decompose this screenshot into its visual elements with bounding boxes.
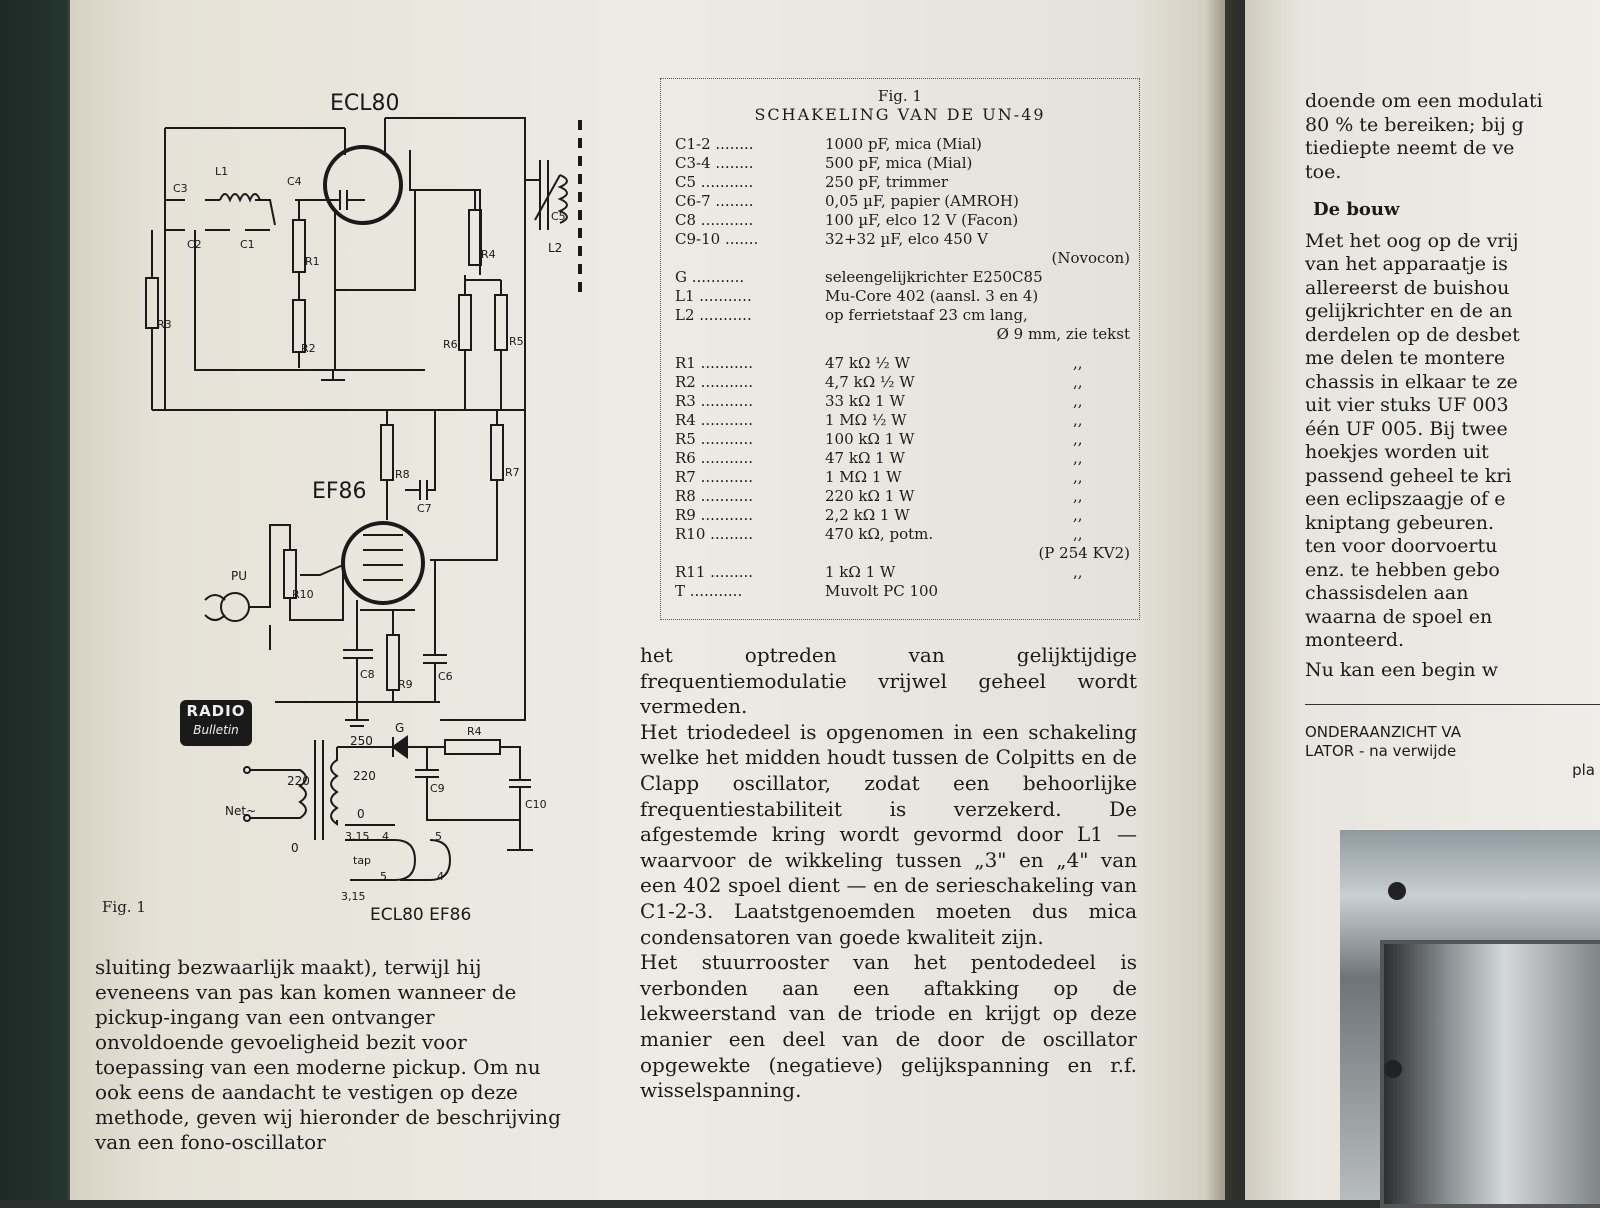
part-description: 0,05 µF, papier (AMROH) (825, 192, 1019, 210)
part-description: 2,2 kΩ 1 W (825, 506, 910, 524)
text-line: derdelen op de desbet (1305, 323, 1520, 346)
parts-row (675, 306, 1130, 325)
text-line: waarna de spoel en (1305, 605, 1493, 628)
ditto-mark: ,, (1073, 468, 1083, 486)
part-description: Ø 9 mm, zie tekst (996, 325, 1130, 343)
right-last-line: Nu kan een begin w (1305, 658, 1498, 681)
parts-row (675, 449, 1130, 468)
label-r7: R7 (505, 466, 520, 479)
text-line: ten voor doorvoertu (1305, 535, 1498, 557)
ditto-mark: ,, (1073, 563, 1083, 581)
part-id: R5 ........... (675, 430, 754, 448)
part-description: 1000 pF, mica (Mial) (825, 135, 982, 153)
label-tap: tap (353, 854, 372, 867)
part-id: C8 ........... (675, 211, 754, 229)
label-0-pri: 0 (291, 841, 299, 855)
part-id: R3 ........... (675, 392, 754, 410)
parts-row (675, 268, 1130, 287)
label-c4: C4 (287, 175, 302, 188)
part-description: 47 kΩ 1 W (825, 449, 905, 467)
parts-row (675, 325, 1130, 344)
part-description: op ferrietstaaf 23 cm lang, (825, 306, 1028, 324)
parts-row (675, 354, 1130, 373)
heater-label: ECL80 EF86 (370, 905, 472, 925)
parts-gap (675, 344, 1130, 354)
ditto-mark: ,, (1073, 506, 1083, 524)
chassis-hole (1388, 882, 1406, 900)
label-c7: C7 (417, 502, 432, 515)
page-gutter (1205, 0, 1245, 1200)
part-id: G ........... (675, 268, 745, 286)
label-250: 250 (350, 734, 373, 748)
label-315-bottom: 3,15 (341, 890, 366, 903)
parts-row (675, 487, 1130, 506)
parts-row (675, 468, 1130, 487)
part-description: (Novocon) (1051, 249, 1130, 267)
label-c5: C5 (551, 210, 566, 223)
text-line: doende om een modulati (1305, 90, 1543, 112)
parts-row (675, 287, 1130, 306)
figure-caption: Fig. 1 (102, 898, 146, 916)
part-description: 4,7 kΩ ½ W (825, 373, 915, 391)
parts-row (675, 373, 1130, 392)
parts-row (675, 192, 1130, 211)
text-column-left: sluiting bezwaarlijk maakt), terwijl hij eveneens van pas kan komen wanneer de pickup-ingang van een ontvanger onvoldoende gevoeligheid bezit voor toepassing van een moderne pickup. Om nu ook eens de aandacht te vestigen op deze methode, geven wij hieronder de beschrijving van een fono-oscillator (95, 955, 561, 1154)
label-c9: C9 (430, 782, 445, 795)
ditto-mark: ,, (1073, 354, 1083, 372)
text-line: enz. te hebben gebo (1305, 558, 1500, 581)
chassis-hole (1384, 1060, 1402, 1078)
part-id: L1 ........... (675, 287, 752, 305)
part-id: R7 ........... (675, 468, 754, 486)
label-c10: C10 (525, 798, 547, 811)
part-id: R1 ........... (675, 354, 754, 372)
text-line: passend geheel te kri (1305, 464, 1512, 487)
part-description: 33 kΩ 1 W (825, 392, 905, 410)
chassis-photo (1340, 830, 1600, 1200)
parts-row (675, 392, 1130, 411)
label-g: G (395, 721, 405, 735)
part-description: seleengelijkrichter E250C85 (825, 268, 1043, 286)
parts-row (675, 563, 1130, 582)
text-line: van het apparaatje is (1305, 253, 1508, 275)
label-c1: C1 (240, 238, 255, 251)
parts-title: SCHAKELING VAN DE UN-49 (754, 105, 1046, 124)
circuit-schematic (95, 80, 625, 960)
part-id: C9-10 ....... (675, 230, 759, 248)
label-0-sec: 0 (357, 807, 365, 821)
label-r5: R5 (509, 335, 524, 348)
parts-row (675, 430, 1130, 449)
ditto-mark: ,, (1073, 487, 1083, 505)
part-description: Mu-Core 402 (aansl. 3 en 4) (825, 287, 1039, 305)
part-description: 470 kΩ, potm. (825, 525, 934, 543)
ditto-mark: ,, (1073, 411, 1083, 429)
parts-rows (675, 135, 1130, 601)
text-column-middle (640, 643, 1137, 1104)
label-r2: R2 (301, 342, 316, 355)
part-id: R10 ......... (675, 525, 754, 543)
parts-row (675, 544, 1130, 563)
text-line: chassisdelen aan (1305, 582, 1469, 604)
photo-caption-line-2: LATOR - na verwijde (1305, 742, 1457, 760)
ditto-mark: ,, (1073, 373, 1083, 391)
part-id: R4 ........... (675, 411, 754, 429)
label-r6: R6 (443, 338, 458, 351)
text-line: Met het oog op de vrij (1305, 229, 1519, 252)
text-line: kniptang gebeuren. (1305, 511, 1495, 534)
text-line: chassis in elkaar te ze (1305, 370, 1518, 393)
part-id: R6 ........... (675, 449, 754, 467)
part-description: 47 kΩ ½ W (825, 354, 910, 372)
parts-row (675, 211, 1130, 230)
label-c6: C6 (438, 670, 453, 683)
chassis-photo-inner (1380, 940, 1600, 1208)
label-220-sec: 220 (353, 769, 376, 783)
label-315-top: 3,15 (345, 830, 370, 843)
parts-row (675, 173, 1130, 192)
part-description: 32+32 µF, elco 450 V (825, 230, 988, 248)
part-id: R9 ........... (675, 506, 754, 524)
ditto-mark: ,, (1073, 525, 1083, 543)
part-id: L2 ........... (675, 306, 752, 324)
part-id: C1-2 ........ (675, 135, 754, 153)
parts-row (675, 506, 1130, 525)
label-r8: R8 (395, 468, 410, 481)
parts-row (675, 582, 1130, 601)
tube-label-ecl80: ECL80 (330, 91, 400, 116)
text-column-right (1305, 90, 1600, 780)
text-line: één UF 005. Bij twee (1305, 417, 1508, 440)
parts-row (675, 249, 1130, 268)
photo-caption-line-3: pla (1572, 761, 1595, 779)
tube-label-ef86: EF86 (312, 479, 367, 504)
text-line: hoekjes worden uit (1305, 441, 1489, 463)
ditto-mark: ,, (1073, 449, 1083, 467)
label-r4-supply: R4 (467, 725, 482, 738)
label-r4: R4 (481, 248, 496, 261)
label-l1: L1 (215, 165, 229, 178)
label-l2: L2 (548, 241, 563, 255)
paragraph: het optreden van gelijktijdige frequentiemodulatie vrijwel geheel wordt vermeden. (640, 643, 1137, 719)
part-description: 1 kΩ 1 W (825, 563, 896, 581)
ditto-mark: ,, (1073, 430, 1083, 448)
part-id: R8 ........... (675, 487, 754, 505)
parts-list-box (660, 78, 1140, 620)
text-line: een eclipszaagje of e (1305, 488, 1506, 510)
label-4a: 4 (382, 830, 389, 843)
text-line: allereerst de buishou (1305, 276, 1510, 299)
part-id: R11 ......... (675, 563, 754, 581)
part-description: Muvolt PC 100 (825, 582, 939, 600)
paragraph: Het triodedeel is opgenomen in een schakeling welke het midden houdt tussen de Colpitts en de Clapp oscillator, zodat een behoorlijke frequentiestabiliteit is verzekerd. De afgestemde kring wordt gevormd door L1 — waarvoor de wikkeling tussen „3" en „4" van een 402 spoel dient — en de serieschakeling van C1-2-3. Laatstgenoemden moeten dus mica condensatoren van goede kwaliteit zijn. (640, 719, 1137, 949)
parts-row (675, 135, 1130, 154)
part-description: 100 µF, elco 12 V (Facon) (825, 211, 1019, 229)
text-line: 80 % te bereiken; bij g (1305, 113, 1524, 136)
label-5a: 5 (435, 830, 442, 843)
label-5b: 5 (380, 870, 387, 883)
parts-row (675, 525, 1130, 544)
label-220-pri: 220 (287, 774, 310, 788)
part-description: 1 MΩ ½ W (825, 411, 907, 429)
label-pu: PU (231, 569, 248, 583)
parts-row (675, 230, 1130, 249)
right-paragraph-b (1305, 230, 1600, 653)
schematic-drawing (95, 80, 625, 960)
part-id: C5 ........... (675, 173, 754, 191)
label-c2: C2 (187, 238, 202, 251)
part-id: C6-7 ........ (675, 192, 754, 210)
label-r9: R9 (398, 678, 413, 691)
text-line: uit vier stuks UF 003 (1305, 394, 1509, 416)
part-description: 1 MΩ 1 W (825, 468, 902, 486)
parts-row (675, 154, 1130, 173)
label-r10: R10 (292, 588, 314, 601)
label-r1: R1 (305, 255, 320, 268)
part-description: 500 pF, mica (Mial) (825, 154, 973, 172)
paragraph: Het stuurrooster van het pentodedeel is verbonden aan een aftakking op de lekweerstand van de triode en krijgt op deze manier een deel van de door de oscillator opgewekte (negatieve) gelijkspanning en r.f. wisselspanning. (640, 950, 1137, 1103)
text-line: tiediepte neemt de ve (1305, 137, 1515, 159)
logo-line-1: RADIO (186, 702, 246, 720)
part-id: T ........... (675, 582, 743, 600)
parts-fig-label: Fig. 1 (878, 87, 922, 105)
text-line: monteerd. (1305, 629, 1405, 651)
logo-line-2: Bulletin (193, 723, 239, 737)
text-line: me delen te montere (1305, 347, 1506, 369)
radio-bulletin-logo (180, 700, 252, 746)
part-id: C3-4 ........ (675, 154, 754, 172)
text-line: toe. (1305, 160, 1342, 183)
ditto-mark: ,, (1073, 392, 1083, 410)
text-line: gelijkrichter en de an (1305, 300, 1513, 322)
part-description: 250 pF, trimmer (825, 173, 949, 191)
part-id: R2 ........... (675, 373, 754, 391)
section-heading: De bouw (1313, 199, 1400, 220)
label-net: Net~ (225, 804, 257, 818)
right-paragraph-a (1305, 90, 1600, 184)
part-description: 100 kΩ 1 W (825, 430, 915, 448)
part-description: (P 254 KV2) (1038, 544, 1130, 562)
part-description: 220 kΩ 1 W (825, 487, 915, 505)
label-r3: R3 (157, 318, 172, 331)
photo-caption-line-1: ONDERAANZICHT VA (1305, 723, 1461, 741)
label-c3: C3 (173, 182, 188, 195)
photo-caption (1305, 704, 1600, 780)
label-c8: C8 (360, 668, 375, 681)
label-4b: 4 (437, 870, 444, 883)
parts-row (675, 411, 1130, 430)
